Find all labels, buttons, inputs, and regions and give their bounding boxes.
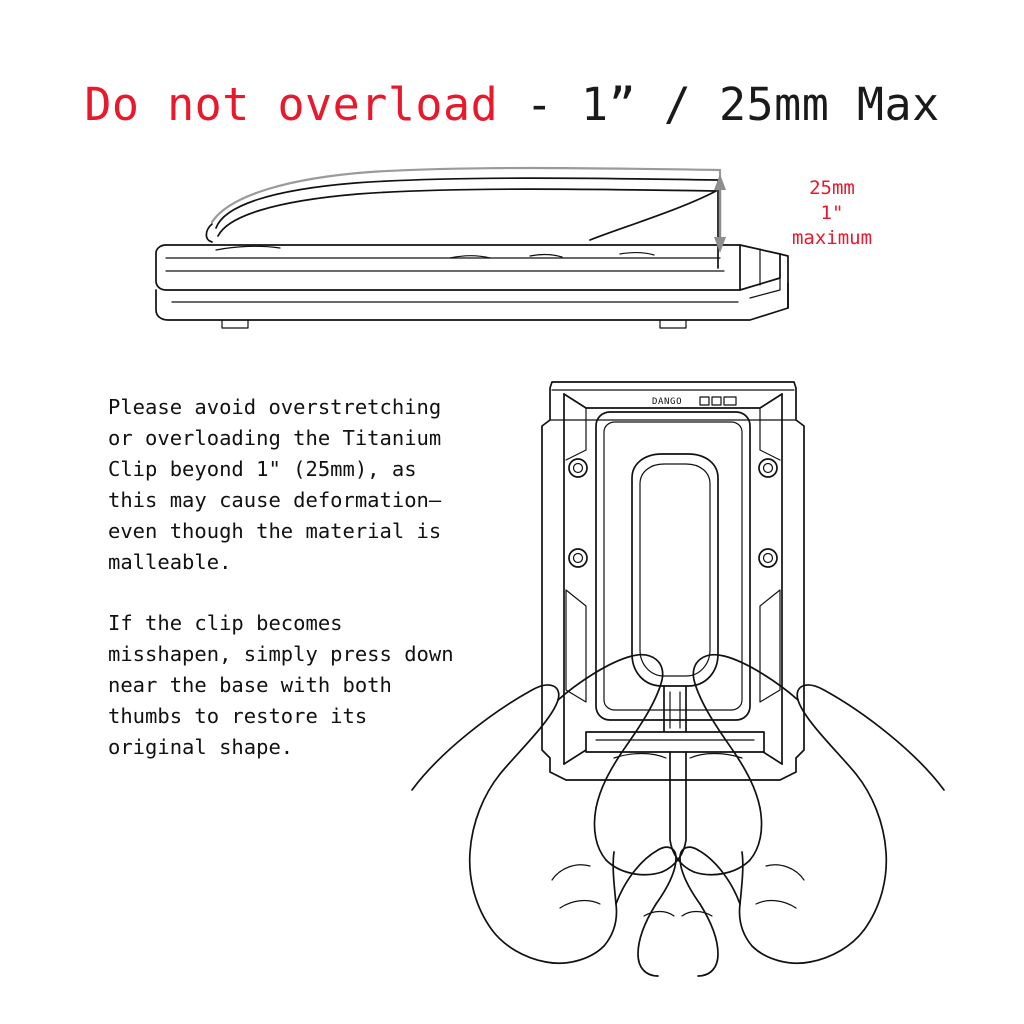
brand-logo-text: DANGO xyxy=(652,397,683,407)
instruction-paragraph-2: If the clip becomes misshapen, simply press down near the base with both thumbs to restore its original shape. xyxy=(108,611,454,759)
wallet-front-view xyxy=(542,382,804,780)
max-height-callout xyxy=(742,176,922,251)
page-title-rest: - 1” / 25mm Max xyxy=(498,78,940,131)
callout-line-mm: 25mm xyxy=(809,177,855,199)
wallet-side-view-illustration xyxy=(120,150,820,384)
callout-line-maximum: maximum xyxy=(791,227,873,249)
callout-line-inch: 1" xyxy=(820,202,844,224)
page-title xyxy=(0,78,1024,131)
page-title-highlight: Do not overload xyxy=(84,78,499,131)
hands-pressing-clip-illustration xyxy=(400,360,960,984)
instruction-paragraph-1: Please avoid overstretching or overloading the Titanium Clip beyond 1" (25mm), as this may cause deformation—even though the material is malleable. xyxy=(108,395,442,574)
